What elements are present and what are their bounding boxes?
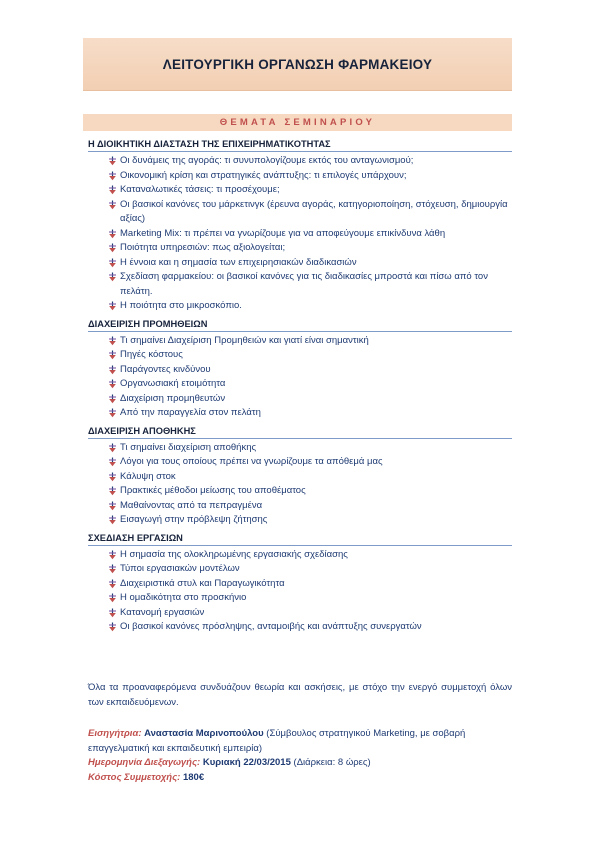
list-item-text: Τύποι εργασιακών μοντέλων xyxy=(120,563,240,574)
arrow-bullet-icon xyxy=(108,272,117,282)
section-heading: ΔΙΑΧΕΙΡΙΣΗ ΠΡΟΜΗΘΕΙΩΝ xyxy=(88,318,512,332)
arrow-bullet-icon xyxy=(108,336,117,346)
list-item-text: Μαθαίνοντας από τα πεπραγμένα xyxy=(120,499,263,511)
cost-label: Κόστος Συμμετοχής: xyxy=(88,771,181,783)
list-item-text: Καταναλωτικές τάσεις: τι προσέχουμε; xyxy=(120,184,280,195)
page-title: ΛΕΙΤΟΥΡΓΙΚΗ ΟΡΓΑΝΩΣΗ ΦΑΡΜΑΚΕΙΟΥ xyxy=(162,56,433,72)
arrow-bullet-icon xyxy=(108,258,117,268)
list-item-text: Οι βασικοί κανόνες του μάρκετινγκ (έρευνα αγοράς, κατηγοριοποίηση, στόχευση, δημιουργία αξίας) xyxy=(120,198,508,224)
topics-heading: ΘΕΜΑΤΑ ΣΕΜΙΝΑΡΙΟΥ xyxy=(219,117,376,128)
duration-note: (Διάρκεια: 8 ώρες) xyxy=(293,757,371,768)
topic-list xyxy=(88,441,512,528)
list-item-text: Λόγοι για τους οποίους πρέπει να γνωρίζουμε τα απόθεμά μας xyxy=(120,456,383,467)
arrow-bullet-icon xyxy=(108,515,117,525)
arrow-bullet-icon xyxy=(108,550,117,560)
list-item-text: Παράγοντες κινδύνου xyxy=(120,363,211,375)
list-item-text: Η ποιότητα στο μικροσκόπιο. xyxy=(120,300,242,311)
list-item-text: Πρακτικές μέθοδοι μείωσης του αποθέματος xyxy=(120,485,306,496)
seminar-details xyxy=(88,727,512,785)
arrow-bullet-icon xyxy=(108,486,117,496)
list-item xyxy=(88,392,512,407)
arrow-bullet-icon xyxy=(108,185,117,195)
list-item xyxy=(88,499,512,514)
list-item xyxy=(88,484,512,499)
title-banner xyxy=(83,38,512,91)
arrow-bullet-icon xyxy=(108,200,117,210)
list-item-text: Από την παραγγελία στον πελάτη xyxy=(120,407,261,418)
topics-banner xyxy=(83,114,512,131)
list-item xyxy=(88,406,512,421)
arrow-bullet-icon xyxy=(108,501,117,511)
arrow-bullet-icon xyxy=(108,156,117,166)
list-item-text: Κάλυψη στοκ xyxy=(120,470,176,482)
list-item xyxy=(88,363,512,378)
arrow-bullet-icon xyxy=(108,350,117,360)
date-value: Κυριακή 22/03/2015 xyxy=(202,757,291,768)
list-item xyxy=(88,334,512,349)
arrow-bullet-icon xyxy=(108,622,117,632)
list-item xyxy=(88,577,512,592)
list-item-text: Διαχειριστικά στυλ και Παραγωγικότητα xyxy=(120,577,285,589)
topic-section xyxy=(88,138,512,314)
list-item xyxy=(88,183,512,198)
arrow-bullet-icon xyxy=(108,243,117,253)
cost-value: 180€ xyxy=(182,771,205,783)
list-item xyxy=(88,241,512,256)
list-item xyxy=(88,562,512,577)
presenter-line xyxy=(88,727,512,756)
topic-list xyxy=(88,548,512,635)
closing-paragraph: Όλα τα προαναφερόμενα συνδυάζουν θεωρία και ασκήσεις, με στόχο την ενεργό συμμετοχή όλων των εκπαιδευόμενων. xyxy=(88,682,512,708)
list-item-text: Η σημασία της ολοκληρωμένης εργασιακής σχεδίασης xyxy=(120,548,348,560)
list-item xyxy=(88,299,512,314)
list-item-text: Η έννοια και η σημασία των επιχειρησιακών διαδικασιών xyxy=(120,256,357,268)
arrow-bullet-icon xyxy=(108,608,117,618)
arrow-bullet-icon xyxy=(108,379,117,389)
arrow-bullet-icon xyxy=(108,443,117,453)
arrow-bullet-icon xyxy=(108,229,117,239)
list-item-text: Τι σημαίνει Διαχείριση Προμηθειών και γιατί είναι σημαντική xyxy=(120,334,369,346)
date-line xyxy=(88,756,512,771)
presenter-label: Εισηγήτρια: xyxy=(88,728,142,739)
seminar-topics xyxy=(88,138,512,635)
list-item xyxy=(88,227,512,242)
list-item-text: Διαχείριση προμηθευτών xyxy=(120,392,226,404)
list-item xyxy=(88,606,512,621)
list-item-text: Marketing Mix: τι πρέπει να γνωρίζουμε για να αποφεύγουμε επικίνδυνα λάθη xyxy=(120,227,446,239)
topic-section xyxy=(88,425,512,528)
arrow-bullet-icon xyxy=(108,171,117,181)
list-item xyxy=(88,455,512,470)
list-item xyxy=(88,470,512,485)
list-item-text: Κατανομή εργασιών xyxy=(120,606,205,618)
section-heading: ΣΧΕΔΙΑΣΗ ΕΡΓΑΣΙΩΝ xyxy=(88,532,512,546)
section-heading: Η ΔΙΟΙΚΗΤΙΚΗ ΔΙΑΣΤΑΣΗ ΤΗΣ ΕΠΙΧΕΙΡΗΜΑΤΙΚΟΤΗΤΑΣ xyxy=(88,138,512,152)
list-item-text: Σχεδίαση φαρμακείου: οι βασικοί κανόνες για τις διαδικασίες μπροστά και πίσω από τον πελάτη. xyxy=(120,271,488,297)
list-item-text: Εισαγωγή στην πρόβλεψη ζήτησης xyxy=(120,514,268,525)
list-item-text: Οικονομική κρίση και στρατηγικές ανάπτυξης: τι επιλογές υπάρχουν; xyxy=(120,169,407,181)
presenter-note: (Σύμβουλος στρατηγικού Marketing, με σοβαρή επαγγελματική και εκπαιδευτική εμπειρία) xyxy=(88,728,466,754)
arrow-bullet-icon xyxy=(108,472,117,482)
list-item-text: Οργανωσιακή ετοιμότητα xyxy=(120,378,226,389)
list-item xyxy=(88,348,512,363)
topic-section xyxy=(88,318,512,421)
list-item-text: Οι δυνάμεις της αγοράς: τι συνυπολογίζουμε εκτός του ανταγωνισμού; xyxy=(120,155,414,166)
arrow-bullet-icon xyxy=(108,457,117,467)
list-item xyxy=(88,270,512,299)
arrow-bullet-icon xyxy=(108,394,117,404)
arrow-bullet-icon xyxy=(108,408,117,418)
topic-section xyxy=(88,532,512,635)
arrow-bullet-icon xyxy=(108,301,117,311)
list-item-text: Πηγές κόστους xyxy=(120,349,183,360)
topic-list xyxy=(88,334,512,421)
list-item xyxy=(88,377,512,392)
presenter-name: Αναστασία Μαρινοπούλου xyxy=(144,728,264,739)
list-item-text: Τι σημαίνει διαχείριση αποθήκης xyxy=(120,441,257,453)
list-item-text: Ποιότητα υπηρεσιών: πως αξιολογείται; xyxy=(120,242,286,253)
list-item xyxy=(88,548,512,563)
list-item xyxy=(88,169,512,184)
list-item xyxy=(88,513,512,528)
arrow-bullet-icon xyxy=(108,593,117,603)
list-item xyxy=(88,441,512,456)
cost-line xyxy=(88,771,512,786)
list-item xyxy=(88,198,512,227)
date-label: Ημερομηνία Διεξαγωγής: xyxy=(88,757,201,768)
list-item-text: Οι βασικοί κανόνες πρόσληψης, ανταμοιβής και ανάπτυξης συνεργατών xyxy=(120,621,422,632)
list-item xyxy=(88,620,512,635)
list-item xyxy=(88,591,512,606)
topic-list xyxy=(88,154,512,314)
arrow-bullet-icon xyxy=(108,365,117,375)
section-heading: ΔΙΑΧΕΙΡΙΣΗ ΑΠΟΘΗΚΗΣ xyxy=(88,425,512,439)
arrow-bullet-icon xyxy=(108,579,117,589)
list-item xyxy=(88,256,512,271)
arrow-bullet-icon xyxy=(108,564,117,574)
list-item-text: Η ομαδικότητα στο προσκήνιο xyxy=(120,592,247,603)
list-item xyxy=(88,154,512,169)
